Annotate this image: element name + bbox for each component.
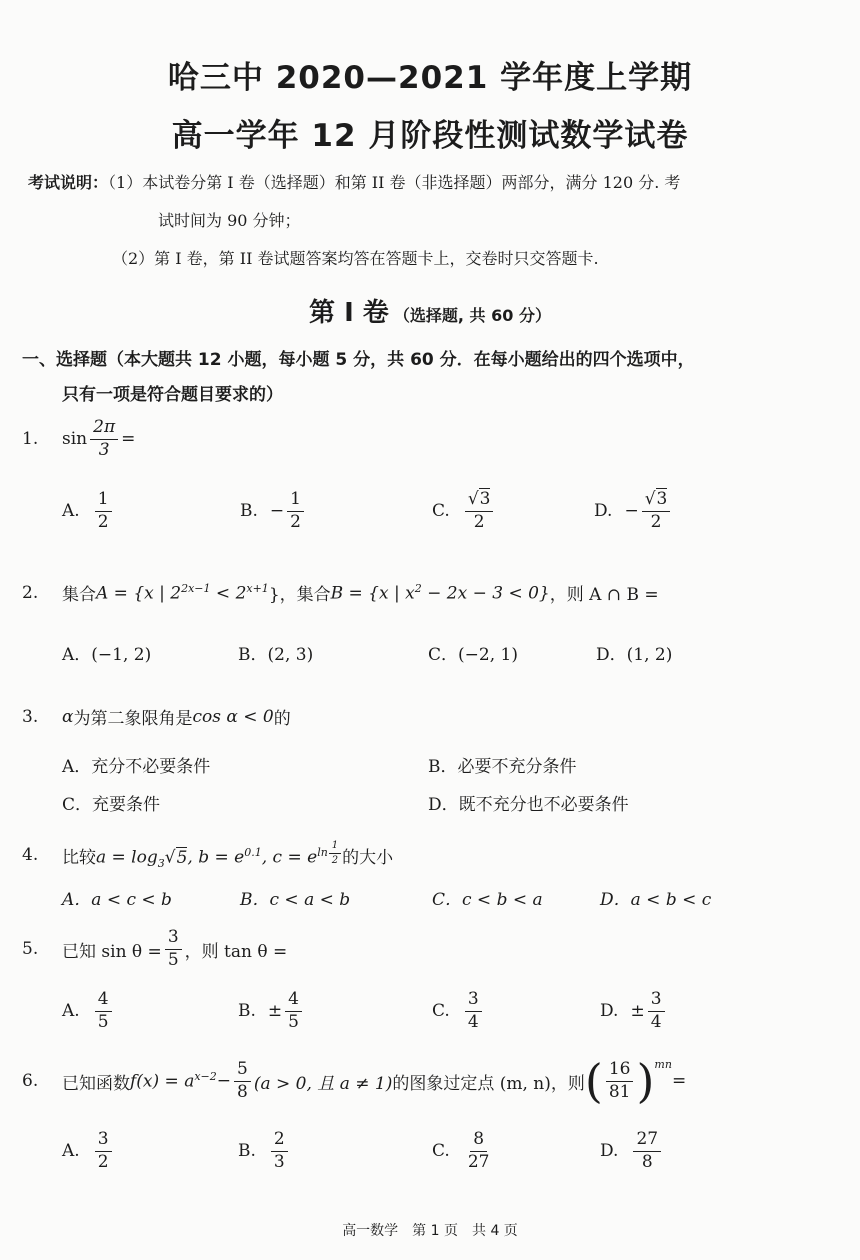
- instructions-item2: （2）第 I 卷，第 II 卷试题答案均答在答题卡上，交卷时只交答题卡.: [112, 249, 599, 268]
- question-6: 6. 已知函数 $f(x) = a^{x-2}$ − $\frac{5}{8}$ (a > 0, 且 a ≠ 1) 的图象过定点 (m, n)，则 ( $\frac{16}{81}$ ) $^{mn}$ =: [22, 1054, 687, 1108]
- part-instructions-line2: 只有一项是符合题目要求的）: [62, 385, 283, 405]
- q5-option-d: D. ± $\frac{3}{4}$: [600, 990, 668, 1032]
- q4-option-a: A．a < c < b: [62, 890, 172, 910]
- q6-option-d: D. $\frac{27}{8}$: [600, 1130, 664, 1172]
- q6-option-c: C. $\frac{8}{27}$: [432, 1129, 490, 1172]
- instructions-line2: 试时间为 90 分钟；: [158, 211, 301, 230]
- question-5: 5. 已知 sin θ = $\frac{3}{5}$ ，则 tan θ =: [22, 927, 288, 970]
- q3-option-a: A．充分不必要条件: [62, 757, 211, 777]
- exam-title-line1: 哈三中 2020—2021 学年度上学期: [167, 60, 693, 96]
- q3-option-d: D．既不充分也不必要条件: [428, 795, 629, 815]
- q1-option-d: D. − $\frac{√3}{2}$: [594, 490, 673, 532]
- q3-option-b: B．必要不充分条件: [428, 757, 577, 777]
- q5-option-c: C. $\frac{3}{4}$: [432, 990, 485, 1032]
- instructions-label: 考试说明：: [28, 173, 109, 192]
- section-title: 第 I 卷: [309, 298, 389, 328]
- q5-option-b: B. ± $\frac{4}{5}$: [238, 990, 305, 1032]
- q2-option-b: B．(2, 3): [238, 645, 314, 665]
- q1-option-b: B. − $\frac{1}{2}$: [240, 490, 307, 532]
- q4-option-d: D．a < b < c: [600, 890, 712, 910]
- q2-option-a: A．(−1, 2): [62, 645, 152, 665]
- q4-option-b: B．c < a < b: [240, 890, 351, 910]
- q6-option-b: B. $\frac{2}{3}$: [238, 1130, 291, 1172]
- q1-option-a: A. $\frac{1}{2}$: [62, 490, 115, 532]
- q1-equals: =: [121, 429, 136, 450]
- q2-option-d: D．(1, 2): [596, 645, 673, 665]
- exam-title-line2: 高一学年 12 月阶段性测试数学试卷: [171, 118, 689, 154]
- q1-fraction: $\frac{2\pi}{3}$: [90, 418, 118, 460]
- question-1: [22, 418, 135, 460]
- q1-option-c: C. $\frac{√3}{2}$: [432, 490, 496, 532]
- section-note: （选择题, 共 60 分）: [393, 306, 551, 325]
- page-footer: 高一数学 第 1 页 共 4 页: [342, 1223, 518, 1239]
- q6-option-a: A. $\frac{3}{2}$: [62, 1130, 115, 1172]
- q3-option-c: C．充要条件: [62, 795, 161, 815]
- instructions-item1: （1）本试卷分第 I 卷（选择题）和第 II 卷（非选择题）两部分，满分 120 分. 考: [108, 173, 681, 192]
- q2-option-c: C．(−2, 1): [428, 645, 518, 665]
- instructions-line1: [28, 170, 680, 193]
- q5-option-a: A. $\frac{4}{5}$: [62, 990, 115, 1032]
- part-instructions-line1: 一、选择题（本大题共 12 小题，每小题 5 分，共 60 分．在每小题给出的四个选项中，: [22, 350, 695, 370]
- question-3: 3. α 为第二象限角是 cos α < 0 的: [22, 706, 291, 729]
- q1-function: sin: [62, 429, 88, 450]
- section-heading: [0, 292, 860, 329]
- question-2: 2. 集合 A = {x | $2^{2x-1} < 2^{x+1}$ }，集合 B = {x | $x^2 - 2x - 3 < 0$} ，则 A ∩ B =: [22, 581, 659, 605]
- q4-option-c: C．c < b < a: [432, 890, 543, 910]
- question-number: 1.: [22, 429, 39, 450]
- question-4: 4. 比较 $a = \log_3√5$, $b = e^{0.1}$, $c = e^{ln \frac{1}{2}}$ 的大小: [22, 840, 394, 871]
